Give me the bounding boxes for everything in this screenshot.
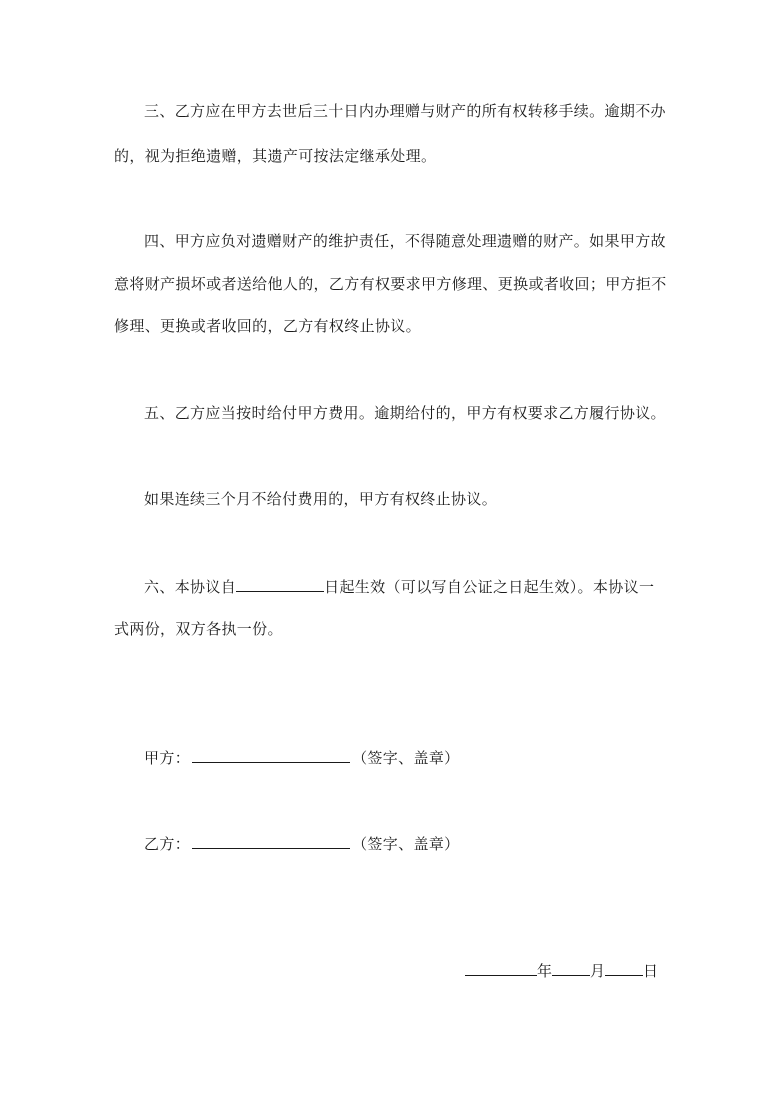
clause-5-line-2: 如果连续三个月不给付费用的，甲方有权终止协议。 bbox=[144, 490, 498, 508]
clause-6-line-2: 式两份，双方各执一份。 bbox=[114, 620, 283, 638]
clause-4-line-2: 意将财产损坏或者送给他人的，乙方有权要求甲方修理、更换或者收回；甲方拒不 bbox=[114, 275, 667, 293]
day-blank bbox=[605, 960, 643, 976]
month-label: 月 bbox=[589, 962, 605, 980]
month-blank bbox=[552, 960, 590, 976]
party-a-note: （签字、盖章） bbox=[352, 749, 460, 767]
clause-4-line-1: 四、甲方应负对遗赠财产的维护责任，不得随意处理遗赠的财产。如果甲方故 bbox=[144, 232, 666, 250]
party-b-signature-row bbox=[144, 833, 460, 854]
signing-date bbox=[465, 960, 658, 981]
clause-3-line-2: 的，视为拒绝遗赠，其遗产可按法定继承处理。 bbox=[114, 147, 437, 165]
year-label: 年 bbox=[536, 962, 552, 980]
effective-date-blank bbox=[236, 576, 324, 592]
party-a-signature-blank bbox=[192, 747, 350, 763]
clause-6-prefix: 六、本协议自 bbox=[144, 578, 237, 596]
party-b-label: 乙方： bbox=[144, 835, 191, 853]
day-label: 日 bbox=[642, 962, 658, 980]
year-blank bbox=[465, 960, 537, 976]
party-a-signature-row bbox=[144, 747, 460, 768]
party-a-label: 甲方： bbox=[144, 749, 191, 767]
clause-6-suffix: 日起生效（可以写自公证之日起生效）。本协议一 bbox=[324, 578, 655, 596]
clause-5-line-1: 五、乙方应当按时给付甲方费用。逾期给付的，甲方有权要求乙方履行协议。 bbox=[144, 404, 666, 422]
clause-3-line-1: 三、乙方应在甲方去世后三十日内办理赠与财产的所有权转移手续。逾期不办 bbox=[144, 102, 666, 120]
clause-6-line-1 bbox=[144, 576, 654, 597]
party-b-note: （签字、盖章） bbox=[352, 835, 460, 853]
clause-4-line-3: 修理、更换或者收回的，乙方有权终止协议。 bbox=[114, 317, 422, 335]
party-b-signature-blank bbox=[192, 833, 350, 849]
